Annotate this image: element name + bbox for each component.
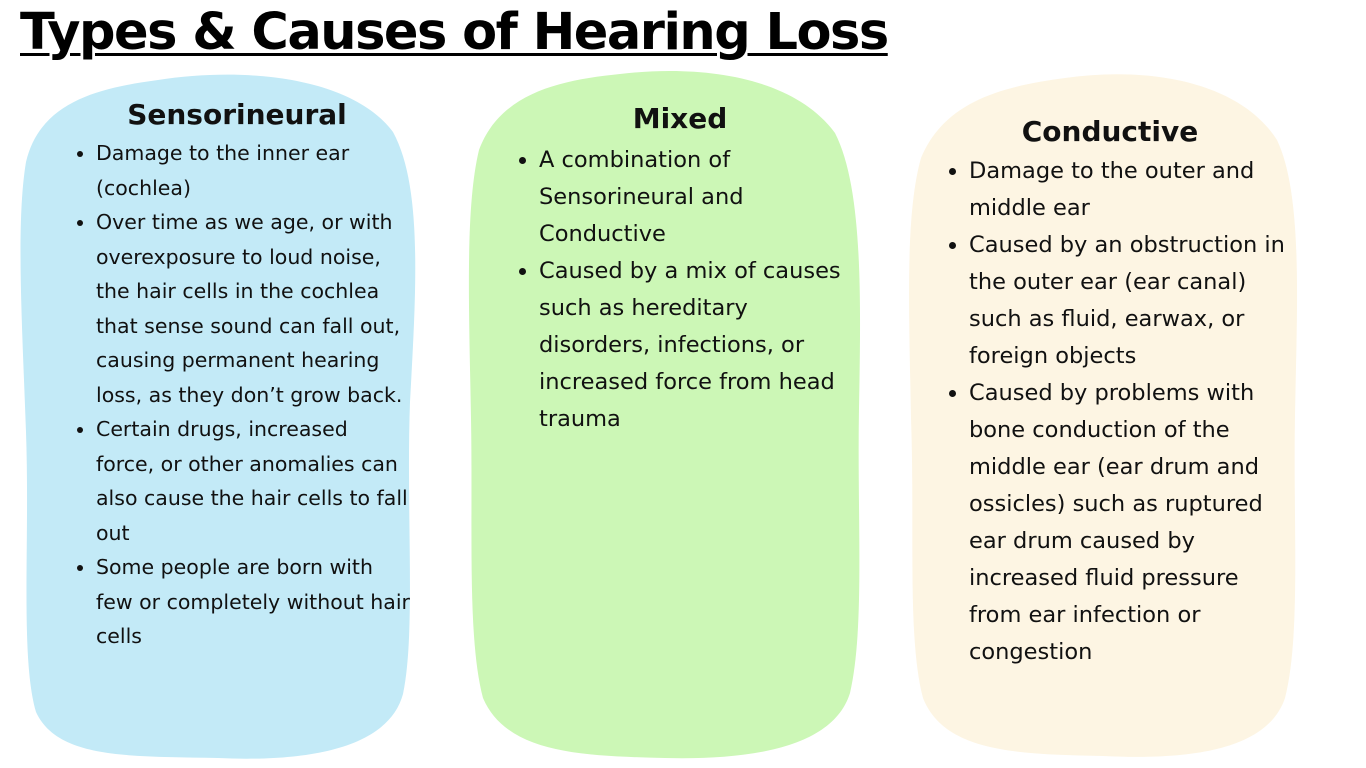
mixed-card bbox=[465, 68, 865, 760]
conductive-card bbox=[905, 70, 1300, 758]
mixed-list bbox=[505, 142, 855, 438]
page-title: Types & Causes of Hearing Loss bbox=[20, 3, 888, 62]
list-item: • Certain drugs, increased force, or other anomalies can also cause the hair cells to fall out bbox=[96, 412, 412, 550]
list-item: • Caused by an obstruction in the outer ear (ear canal) such as fluid, earwax, or foreign objects bbox=[969, 227, 1285, 375]
list-item: • Caused by a mix of causes such as hereditary disorders, infections, or increased force from head trauma bbox=[539, 253, 855, 438]
conductive-list bbox=[935, 153, 1285, 671]
mixed-content bbox=[505, 102, 855, 438]
sensorineural-content bbox=[62, 98, 412, 654]
sensorineural-heading: Sensorineural bbox=[127, 98, 347, 131]
list-item: • Some people are born with few or completely without hair cells bbox=[96, 550, 412, 654]
list-item: • Damage to the inner ear (cochlea) bbox=[96, 136, 412, 205]
sensorineural-list bbox=[62, 136, 412, 654]
list-item: • Damage to the outer and middle ear bbox=[969, 153, 1285, 227]
list-item: • Caused by problems with bone conduction of the middle ear (ear drum and ossicles) such as ruptured ear drum caused by increased fluid pressure from ear infection or congestion bbox=[969, 375, 1285, 671]
conductive-heading: Conductive bbox=[1021, 115, 1199, 148]
list-item: • Over time as we age, or with overexposure to loud noise, the hair cells in the cochlea that sense sound can fall out, causing permanent hearing loss, as they don’t grow back. bbox=[96, 205, 412, 412]
sensorineural-card bbox=[18, 72, 418, 762]
mixed-heading: Mixed bbox=[632, 102, 728, 135]
conductive-content bbox=[935, 115, 1285, 671]
list-item: • A combination of Sensorineural and Conductive bbox=[539, 142, 855, 253]
